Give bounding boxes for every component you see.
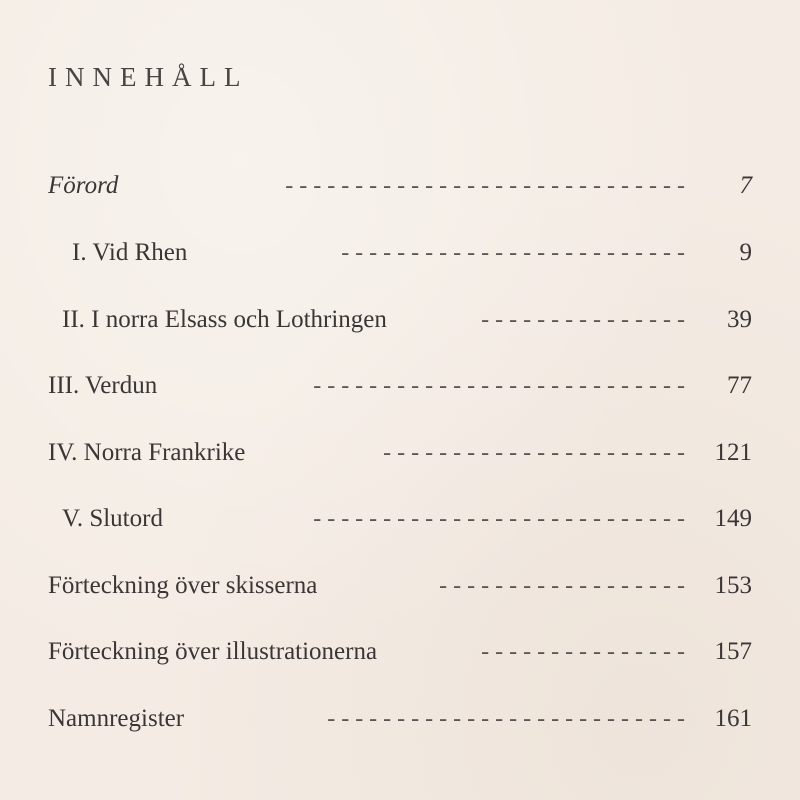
- toc-entry-page: 149: [714, 505, 752, 532]
- toc-entry-label: Förord: [48, 172, 119, 199]
- dot-leader: - - - - - - - - - - - - - - - - - - - - - - - - - -: [327, 706, 685, 732]
- dot-leader: - - - - - - - - - - - - - - - - - - - - - -: [383, 440, 685, 466]
- toc-entry-page: 39: [727, 306, 752, 333]
- toc-entry-namnregister: [0, 699, 800, 739]
- toc-entry-label: III. Verdun: [48, 372, 158, 399]
- toc-entry-label: II. I norra Elsass och Lothringen: [62, 306, 387, 333]
- toc-entry-label: Namnregister: [48, 705, 185, 732]
- dot-leader: - - - - - - - - - - - - - - - - - - - - - - - - -: [341, 240, 685, 266]
- toc-entry-label: Förteckning över skisserna: [48, 572, 318, 599]
- toc-entry-page: 7: [739, 172, 752, 199]
- toc-entry-norra-frankrike: [0, 433, 800, 473]
- toc-entry-slutord: [0, 499, 800, 539]
- toc-entry-label: Förteckning över illustrationerna: [48, 638, 378, 665]
- toc-entry-verdun: [0, 366, 800, 406]
- dot-leader: - - - - - - - - - - - - - - -: [481, 639, 685, 665]
- toc-entry-page: 9: [739, 239, 752, 266]
- toc-entry-forord: [0, 166, 800, 206]
- dot-leader: - - - - - - - - - - - - - - - - - - - - - - - - - - -: [313, 506, 685, 532]
- dot-leader: - - - - - - - - - - - - - - - - - - - - - - - - - - - - -: [285, 173, 685, 199]
- toc-entry-label: I. Vid Rhen: [72, 239, 188, 266]
- toc-entry-page: 121: [714, 439, 752, 466]
- toc-entry-illustrationerna: [0, 632, 800, 672]
- toc-entry-page: 157: [714, 638, 752, 665]
- toc-entry-skisserna: [0, 566, 800, 606]
- toc-entry-elsass-lothringen: [0, 300, 800, 340]
- toc-entry-label: V. Slutord: [62, 505, 163, 532]
- toc-entry-label: IV. Norra Frankrike: [48, 439, 246, 466]
- toc-entry-vid-rhen: [0, 233, 800, 273]
- toc-entry-page: 153: [714, 572, 752, 599]
- page-title: INNEHÅLL: [48, 62, 249, 92]
- toc-entry-page: 77: [727, 372, 752, 399]
- toc-entry-page: 161: [714, 705, 752, 732]
- dot-leader: - - - - - - - - - - - - - - - - - - - - - - - - - - -: [313, 373, 685, 399]
- dot-leader: - - - - - - - - - - - - - - -: [481, 307, 685, 333]
- dot-leader: - - - - - - - - - - - - - - - - - -: [439, 573, 685, 599]
